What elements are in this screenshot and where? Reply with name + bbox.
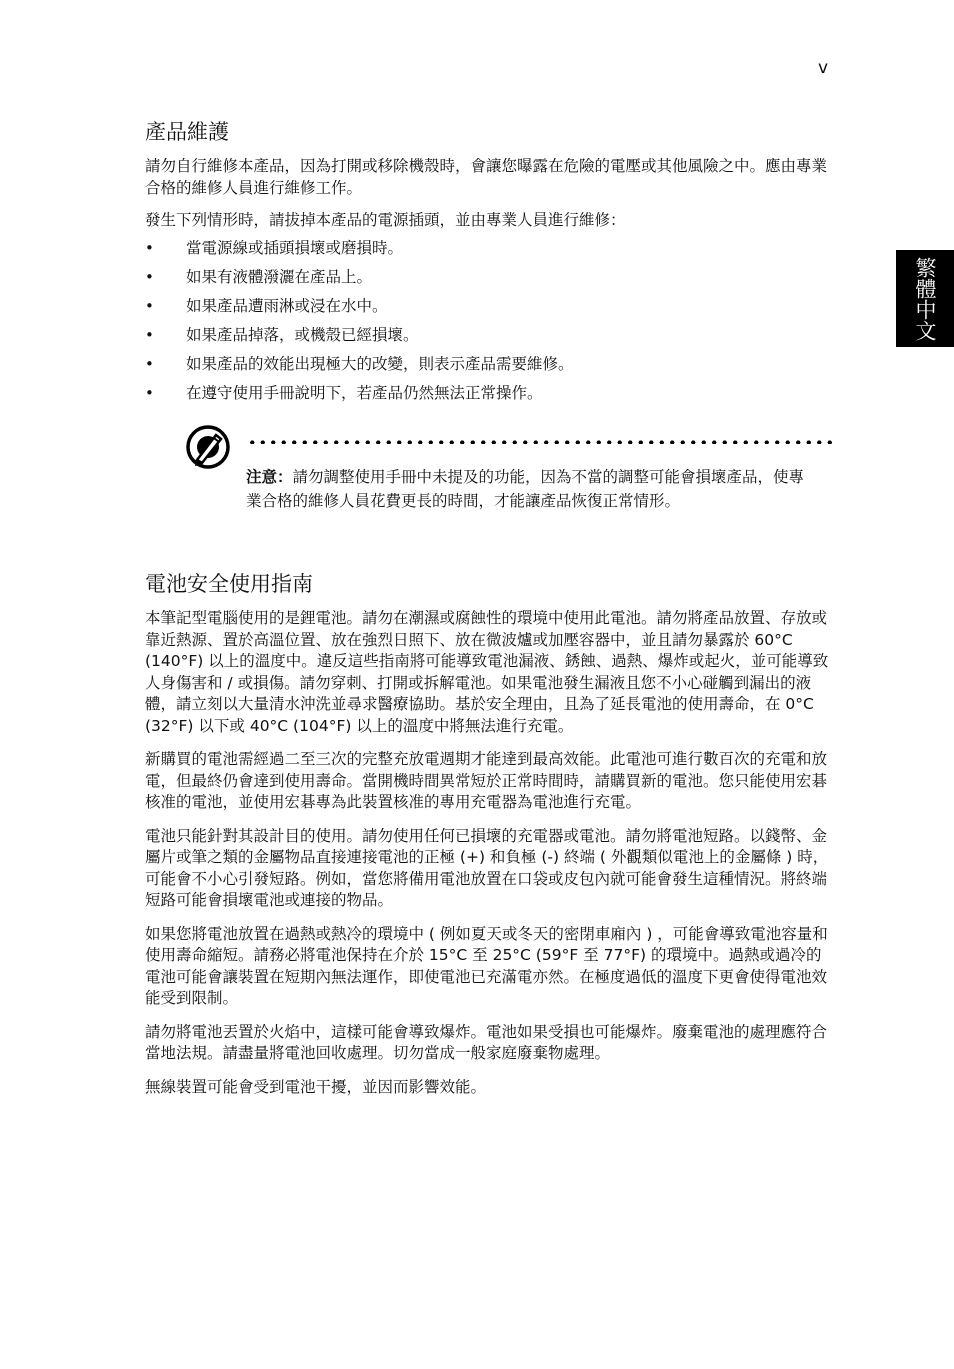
- list-item: • 如果有液體潑灑在產品上。: [145, 267, 835, 289]
- note-box: [145, 424, 835, 542]
- service-conditions-list: [145, 238, 835, 405]
- note-pen-icon: [185, 424, 231, 470]
- note-body: 請勿調整使用手冊中未提及的功能，因為不當的調整可能會損壞產品，使專業合格的維修人員花費更長的時間，才能讓產品恢復正常情形。: [246, 468, 805, 510]
- page-number: v: [818, 58, 829, 78]
- battery-paragraph: 電池只能針對其設計目的使用。請勿使用任何已損壞的充電器或電池。請勿將電池短路。以錢幣、金屬片或筆之類的金屬物品直接連接電池的正極 (+) 和負極 (-) 終端 ( 外觀類似電池上的金屬條 ) 時，可能會不小心引發短路。例如，當您將備用電池放置在口袋或皮包內就可能會發生這種情況。將終端短路可能會損壞電池或連接的物品。: [145, 826, 829, 909]
- product-care-intro: 請勿自行維修本產品，因為打開或移除機殼時，會讓您曝露在危險的電壓或其他風險之中。應由專業合格的維修人員進行維修工作。: [145, 157, 828, 197]
- list-item: • 如果產品遭雨淋或浸在水中。: [145, 296, 835, 318]
- note-text: [246, 466, 806, 513]
- bullet-icon: •: [145, 296, 154, 315]
- list-item: • 如果產品掉落，或機殼已經損壞。: [145, 325, 835, 347]
- list-item: • 當電源線或插頭損壞或磨損時。: [145, 238, 835, 260]
- battery-title: 電池安全使用指南: [145, 572, 313, 596]
- bullet-icon: •: [145, 238, 154, 257]
- battery-paragraph: 如果您將電池放置在過熱或熱冷的環境中 ( 例如夏天或冬天的密閉車廂內 ) ，可能會導致電池容量和使用壽命縮短。請務必將電池保持在介於 15°C 至 25°C (59°F 至 77°F) 的環境中。過熱或過冷的電池可能會讓裝置在短期內無法運作，即使電池已充滿電亦然。在極度過低的溫度下更會使得電池效能受到限制。: [145, 924, 828, 1007]
- battery-paragraph: 本筆記型電腦使用的是鋰電池。請勿在潮濕或腐蝕性的環境中使用此電池。請勿將產品放置、存放或靠近熱源、置於高溫位置、放在強烈日照下、放在微波爐或加壓容器中，並且請勿暴露於 60°C (140°F) 以上的溫度中。違反這些指南將可能導致電池漏液、銹蝕、過熱、爆炸或起火，並可能導致人身傷害和 / 或損傷。請勿穿刺、打開或拆解電池。如果電池發生漏液且您不小心碰觸到漏出的液體，請立刻以大量清水沖洗並尋求醫療協助。基於安全理由，且為了延長電池的使用壽命，在 0°C (32°F) 以下或 40°C (104°F) 以上的溫度中將無法進行充電。: [145, 609, 829, 735]
- product-care-title: 產品維護: [145, 120, 229, 144]
- list-item: • 在遵守使用手冊說明下，若產品仍然無法正常操作。: [145, 383, 835, 405]
- page-content: [145, 118, 835, 1110]
- language-tab: [896, 250, 954, 347]
- bullet-icon: •: [145, 354, 154, 373]
- note-label: 注意：: [246, 468, 293, 486]
- bullet-icon: •: [145, 325, 154, 344]
- product-care-section: [145, 118, 835, 542]
- battery-paragraph: 請勿將電池丟置於火焰中，這樣可能會導致爆炸。電池如果受損也可能爆炸。廢棄電池的處理應符合當地法規。請盡量將電池回收處理。切勿當成一般家庭廢棄物處理。: [145, 1022, 828, 1062]
- bullet-icon: •: [145, 267, 154, 286]
- battery-safety-section: [145, 570, 835, 1098]
- list-item: • 如果產品的效能出現極大的改變，則表示產品需要維修。: [145, 354, 835, 376]
- product-care-lead: 發生下列情形時，請拔掉本產品的電源插頭，並由專業人員進行維修：: [145, 211, 626, 229]
- battery-paragraph: 無線裝置可能會受到電池干擾，並因而影響效能。: [145, 1077, 487, 1096]
- language-tab-label: 繁體中文: [913, 256, 937, 341]
- battery-paragraph: 新購買的電池需經過二至三次的完整充放電週期才能達到最高效能。此電池可進行數百次的充電和放電，但最終仍會達到使用壽命。當開機時間異常短於正常時間時，請購買新的電池。您只能使用宏碁核准的電池，並使用宏碁專為此裝置核准的專用充電器為電池進行充電。: [145, 750, 828, 811]
- bullet-icon: •: [145, 383, 154, 402]
- note-dotted-separator: [247, 440, 832, 444]
